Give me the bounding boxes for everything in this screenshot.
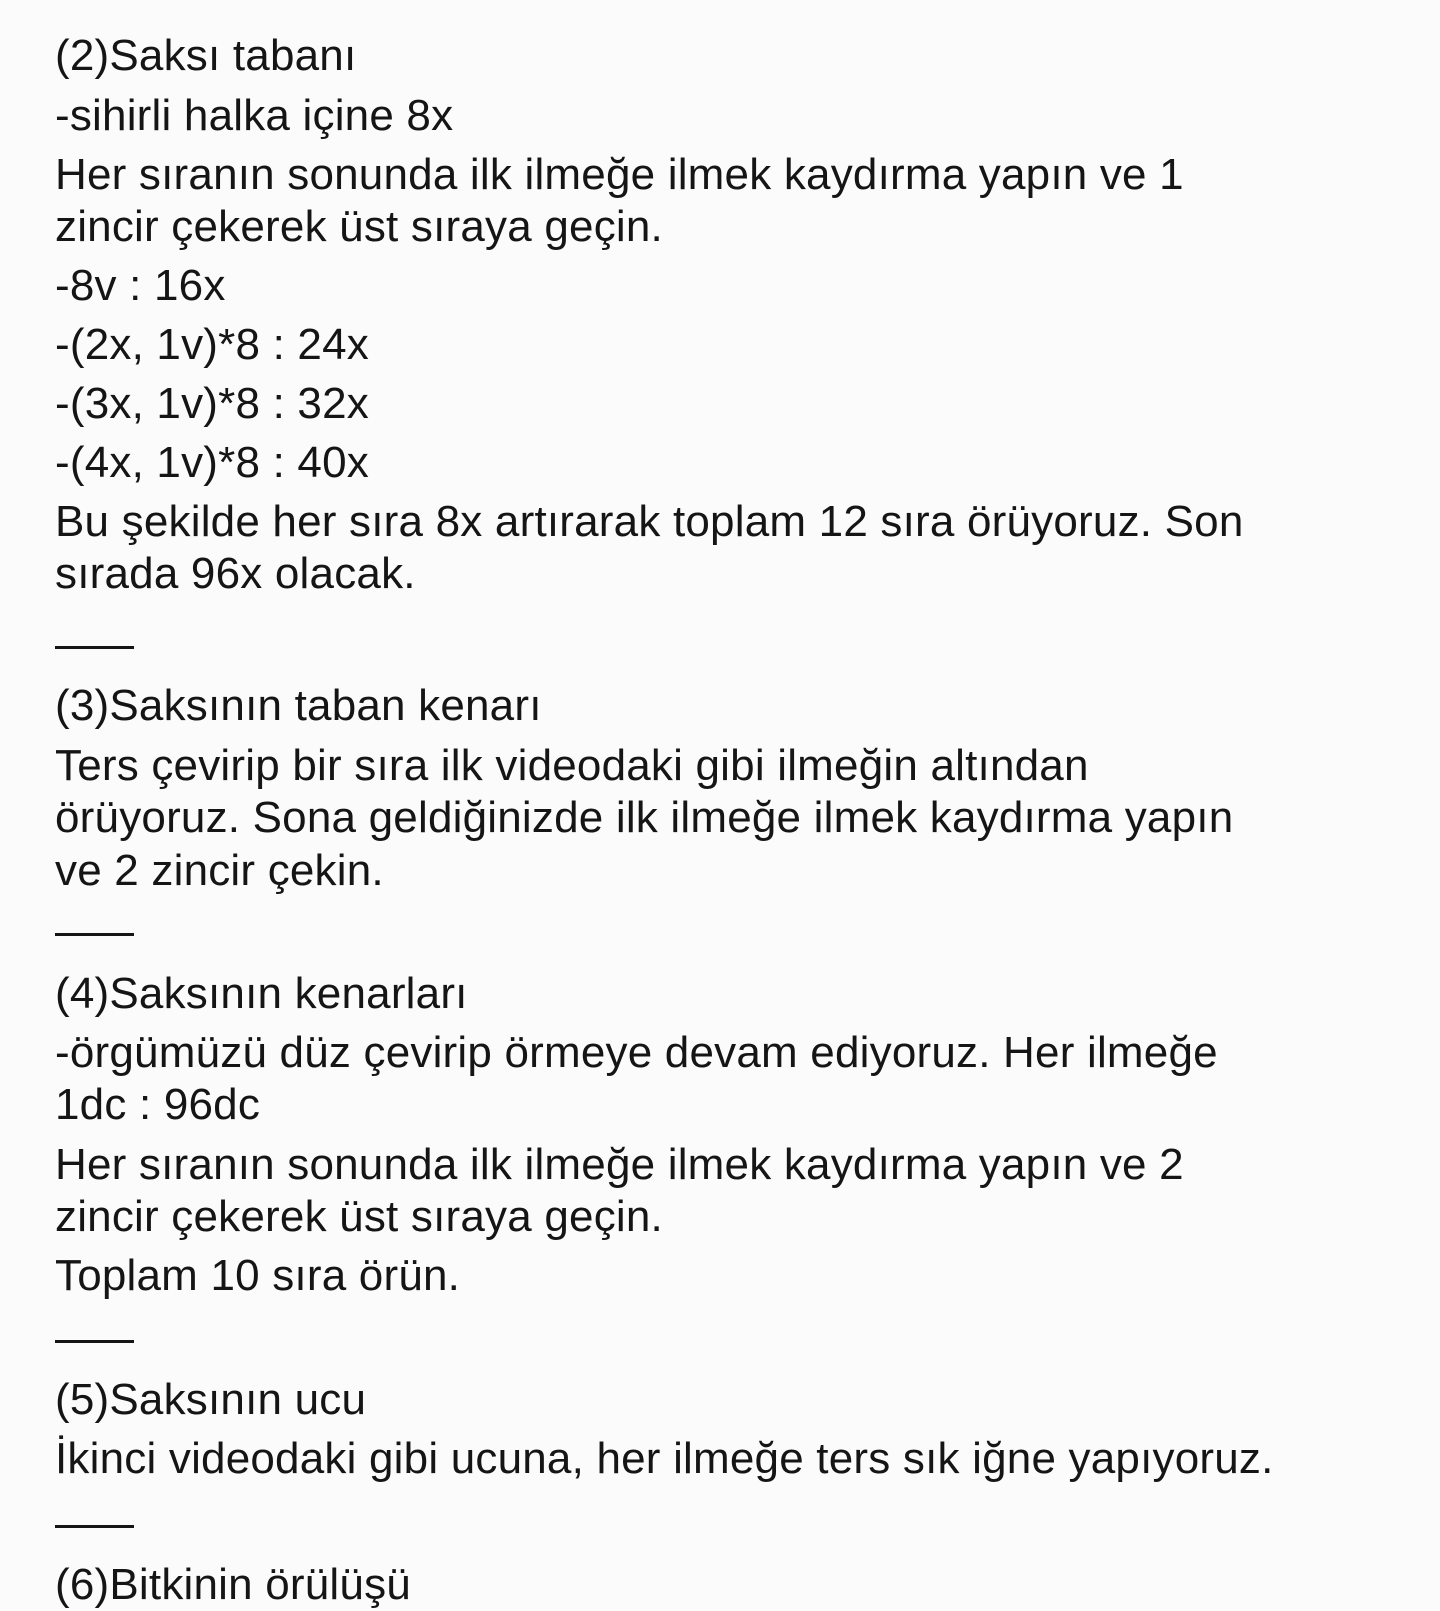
section-divider (55, 646, 134, 649)
text-line: sırada 96x olacak. (55, 549, 416, 598)
text-line: Bu şekilde her sıra 8x artırarak toplam 12 sıra örüyoruz. Son (55, 497, 1244, 546)
text-line: İkinci videodaki gibi ucuna, her ilmeğe ters sık iğne yapıyoruz. (55, 1434, 1274, 1483)
text-line: Her sıranın sonunda ilk ilmeğe ilmek kaydırma yapın ve 2 (55, 1140, 1184, 1189)
text-line: zincir çekerek üst sıraya geçin. (55, 1192, 663, 1241)
text-line: -sihirli halka içine 8x (55, 91, 454, 140)
text-line: -(3x, 1v)*8 : 32x (55, 379, 369, 428)
text-line: -(4x, 1v)*8 : 40x (55, 438, 369, 487)
section-heading: (5)Saksının ucu (55, 1375, 367, 1424)
section-divider (55, 1340, 134, 1343)
section-heading: (4)Saksının kenarları (55, 969, 468, 1018)
text-line: örüyoruz. Sona geldiğinizde ilk ilmeğe ilmek kaydırma yapın (55, 793, 1234, 842)
text-line: zincir çekerek üst sıraya geçin. (55, 202, 663, 251)
text-line: Ters çevirip bir sıra ilk videodaki gibi ilmeğin altından (55, 741, 1089, 790)
text-line: -örgümüzü düz çevirip örmeye devam ediyoruz. Her ilmeğe (55, 1028, 1218, 1077)
text-line: ve 2 zincir çekin. (55, 846, 384, 895)
text-line: 1dc : 96dc (55, 1080, 261, 1129)
section-divider (55, 1525, 134, 1528)
text-line: -8v : 16x (55, 261, 226, 310)
section-heading: (2)Saksı tabanı (55, 31, 357, 80)
section-heading: (6)Bitkinin örülüşü (55, 1560, 411, 1609)
text-line: Toplam 10 sıra örün. (55, 1251, 461, 1300)
text-line: -(2x, 1v)*8 : 24x (55, 320, 369, 369)
section-heading: (3)Saksının taban kenarı (55, 681, 542, 730)
text-line: Her sıranın sonunda ilk ilmeğe ilmek kaydırma yapın ve 1 (55, 150, 1184, 199)
section-divider (55, 933, 134, 936)
